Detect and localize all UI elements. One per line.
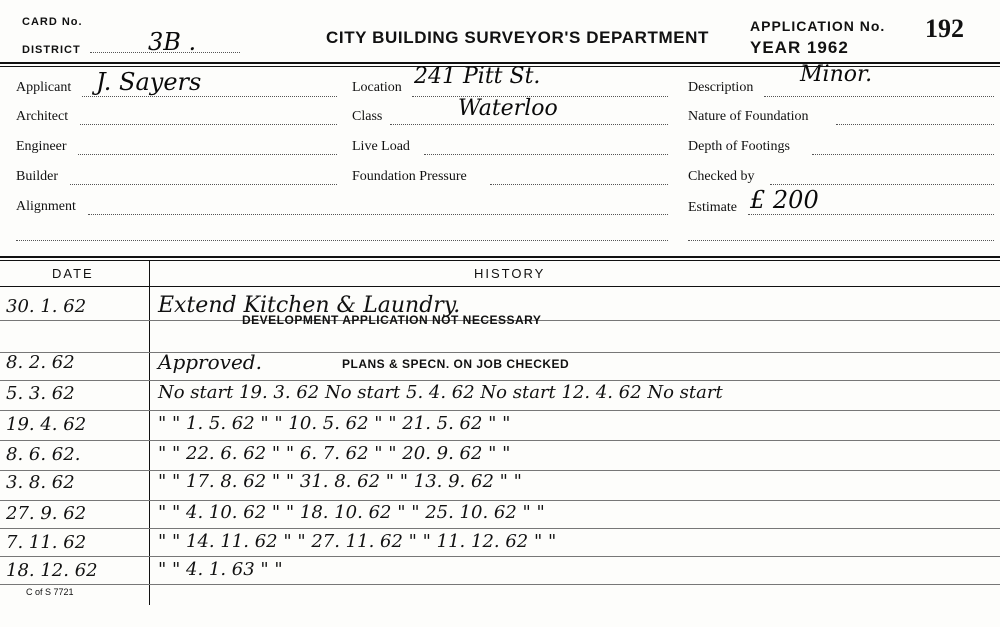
row-line [0, 556, 1000, 557]
alignment-line [88, 214, 668, 215]
alignment-line-2 [16, 240, 668, 241]
class-line [390, 124, 668, 125]
engineer-line [78, 154, 337, 155]
history-date: 19. 4. 62 [6, 414, 87, 435]
applicant-value: J. Sayers [96, 68, 202, 96]
history-entry: Approved. [158, 350, 262, 374]
checked-line [770, 184, 994, 185]
row-line [0, 440, 1000, 441]
plans-checked-stamp: PLANS & SPECN. ON JOB CHECKED [342, 357, 570, 371]
estimate-line [748, 214, 994, 215]
history-date: 27. 9. 62 [6, 503, 87, 524]
history-entry: " " 17. 8. 62 " " 31. 8. 62 " " 13. 9. 62 " " [158, 471, 522, 492]
estimate-line-2 [688, 240, 994, 241]
architect-label: Architect [16, 109, 69, 124]
description-value: Minor. [800, 62, 873, 87]
history-date: 8. 2. 62 [6, 352, 75, 373]
district-value: 3B . [148, 28, 197, 56]
nature-of-foundation-label: Nature of Foundation [688, 109, 809, 124]
depth-line [812, 154, 994, 155]
history-rule-top-2 [0, 260, 1000, 261]
department-title: CITY BUILDING SURVEYOR'S DEPARTMENT [326, 28, 710, 47]
location-label: Location [352, 80, 402, 95]
applicant-label: Applicant [16, 80, 72, 95]
history-date: 5. 3. 62 [6, 383, 75, 404]
card-no-label: CARD No. [22, 16, 83, 28]
location-value-2: Waterloo [458, 96, 558, 121]
live-load-label: Live Load [352, 139, 410, 154]
checked-by-label: Checked by [688, 169, 755, 184]
history-header: HISTORY [474, 266, 546, 281]
date-column-divider [149, 260, 150, 605]
history-date: 8. 6. 62. [6, 444, 81, 465]
alignment-label: Alignment [16, 199, 76, 214]
history-date: 3. 8. 62 [6, 472, 75, 493]
history-entry: No start 19. 3. 62 No start 5. 4. 62 No start 12. 4. 62 No start [158, 382, 723, 403]
history-rule-top [0, 256, 1000, 258]
district-label: DISTRICT [22, 44, 81, 56]
location-value: 241 Pitt St. [414, 64, 541, 89]
application-no-value: 192 [925, 14, 964, 43]
builder-line [70, 184, 337, 185]
architect-line [80, 124, 337, 125]
depth-of-footings-label: Depth of Footings [688, 139, 790, 154]
form-code: C of S 7721 [26, 587, 74, 597]
development-stamp: DEVELOPMENT APPLICATION NOT NECESSARY [242, 313, 542, 327]
estimate-value: £ 200 [750, 186, 819, 214]
history-date: 18. 12. 62 [6, 560, 98, 581]
history-entry: " " 4. 1. 63 " " [158, 559, 283, 580]
history-entry: " " 22. 6. 62 " " 6. 7. 62 " " 20. 9. 62 " " [158, 443, 511, 464]
application-no-label: APPLICATION No. [750, 18, 886, 34]
history-entry: " " 14. 11. 62 " " 27. 11. 62 " " 11. 12. 62 " " [158, 531, 557, 552]
nature-line [836, 124, 994, 125]
row-line [0, 528, 1000, 529]
engineer-label: Engineer [16, 139, 67, 154]
description-label: Description [688, 80, 754, 95]
district-line [90, 52, 240, 53]
date-header: DATE [52, 266, 94, 281]
row-line [0, 410, 1000, 411]
class-label: Class [352, 109, 383, 124]
foundation-pressure-line [490, 184, 668, 185]
builder-label: Builder [16, 169, 58, 184]
history-entry: " " 4. 10. 62 " " 18. 10. 62 " " 25. 10. 62 " " [158, 502, 545, 523]
history-entry: Extend Kitchen & Laundry. [158, 293, 461, 318]
applicant-line [82, 96, 337, 97]
history-date: 30. 1. 62 [6, 296, 87, 317]
history-entry: " " 1. 5. 62 " " 10. 5. 62 " " 21. 5. 62 " " [158, 413, 511, 434]
row-line [0, 380, 1000, 381]
description-line [764, 96, 994, 97]
history-header-rule [0, 286, 1000, 287]
year-label: YEAR 1962 [750, 38, 849, 57]
history-date: 7. 11. 62 [6, 532, 87, 553]
foundation-pressure-label: Foundation Pressure [352, 169, 467, 184]
row-line [0, 584, 1000, 585]
estimate-label: Estimate [688, 200, 737, 215]
live-load-line [424, 154, 668, 155]
row-line [0, 500, 1000, 501]
